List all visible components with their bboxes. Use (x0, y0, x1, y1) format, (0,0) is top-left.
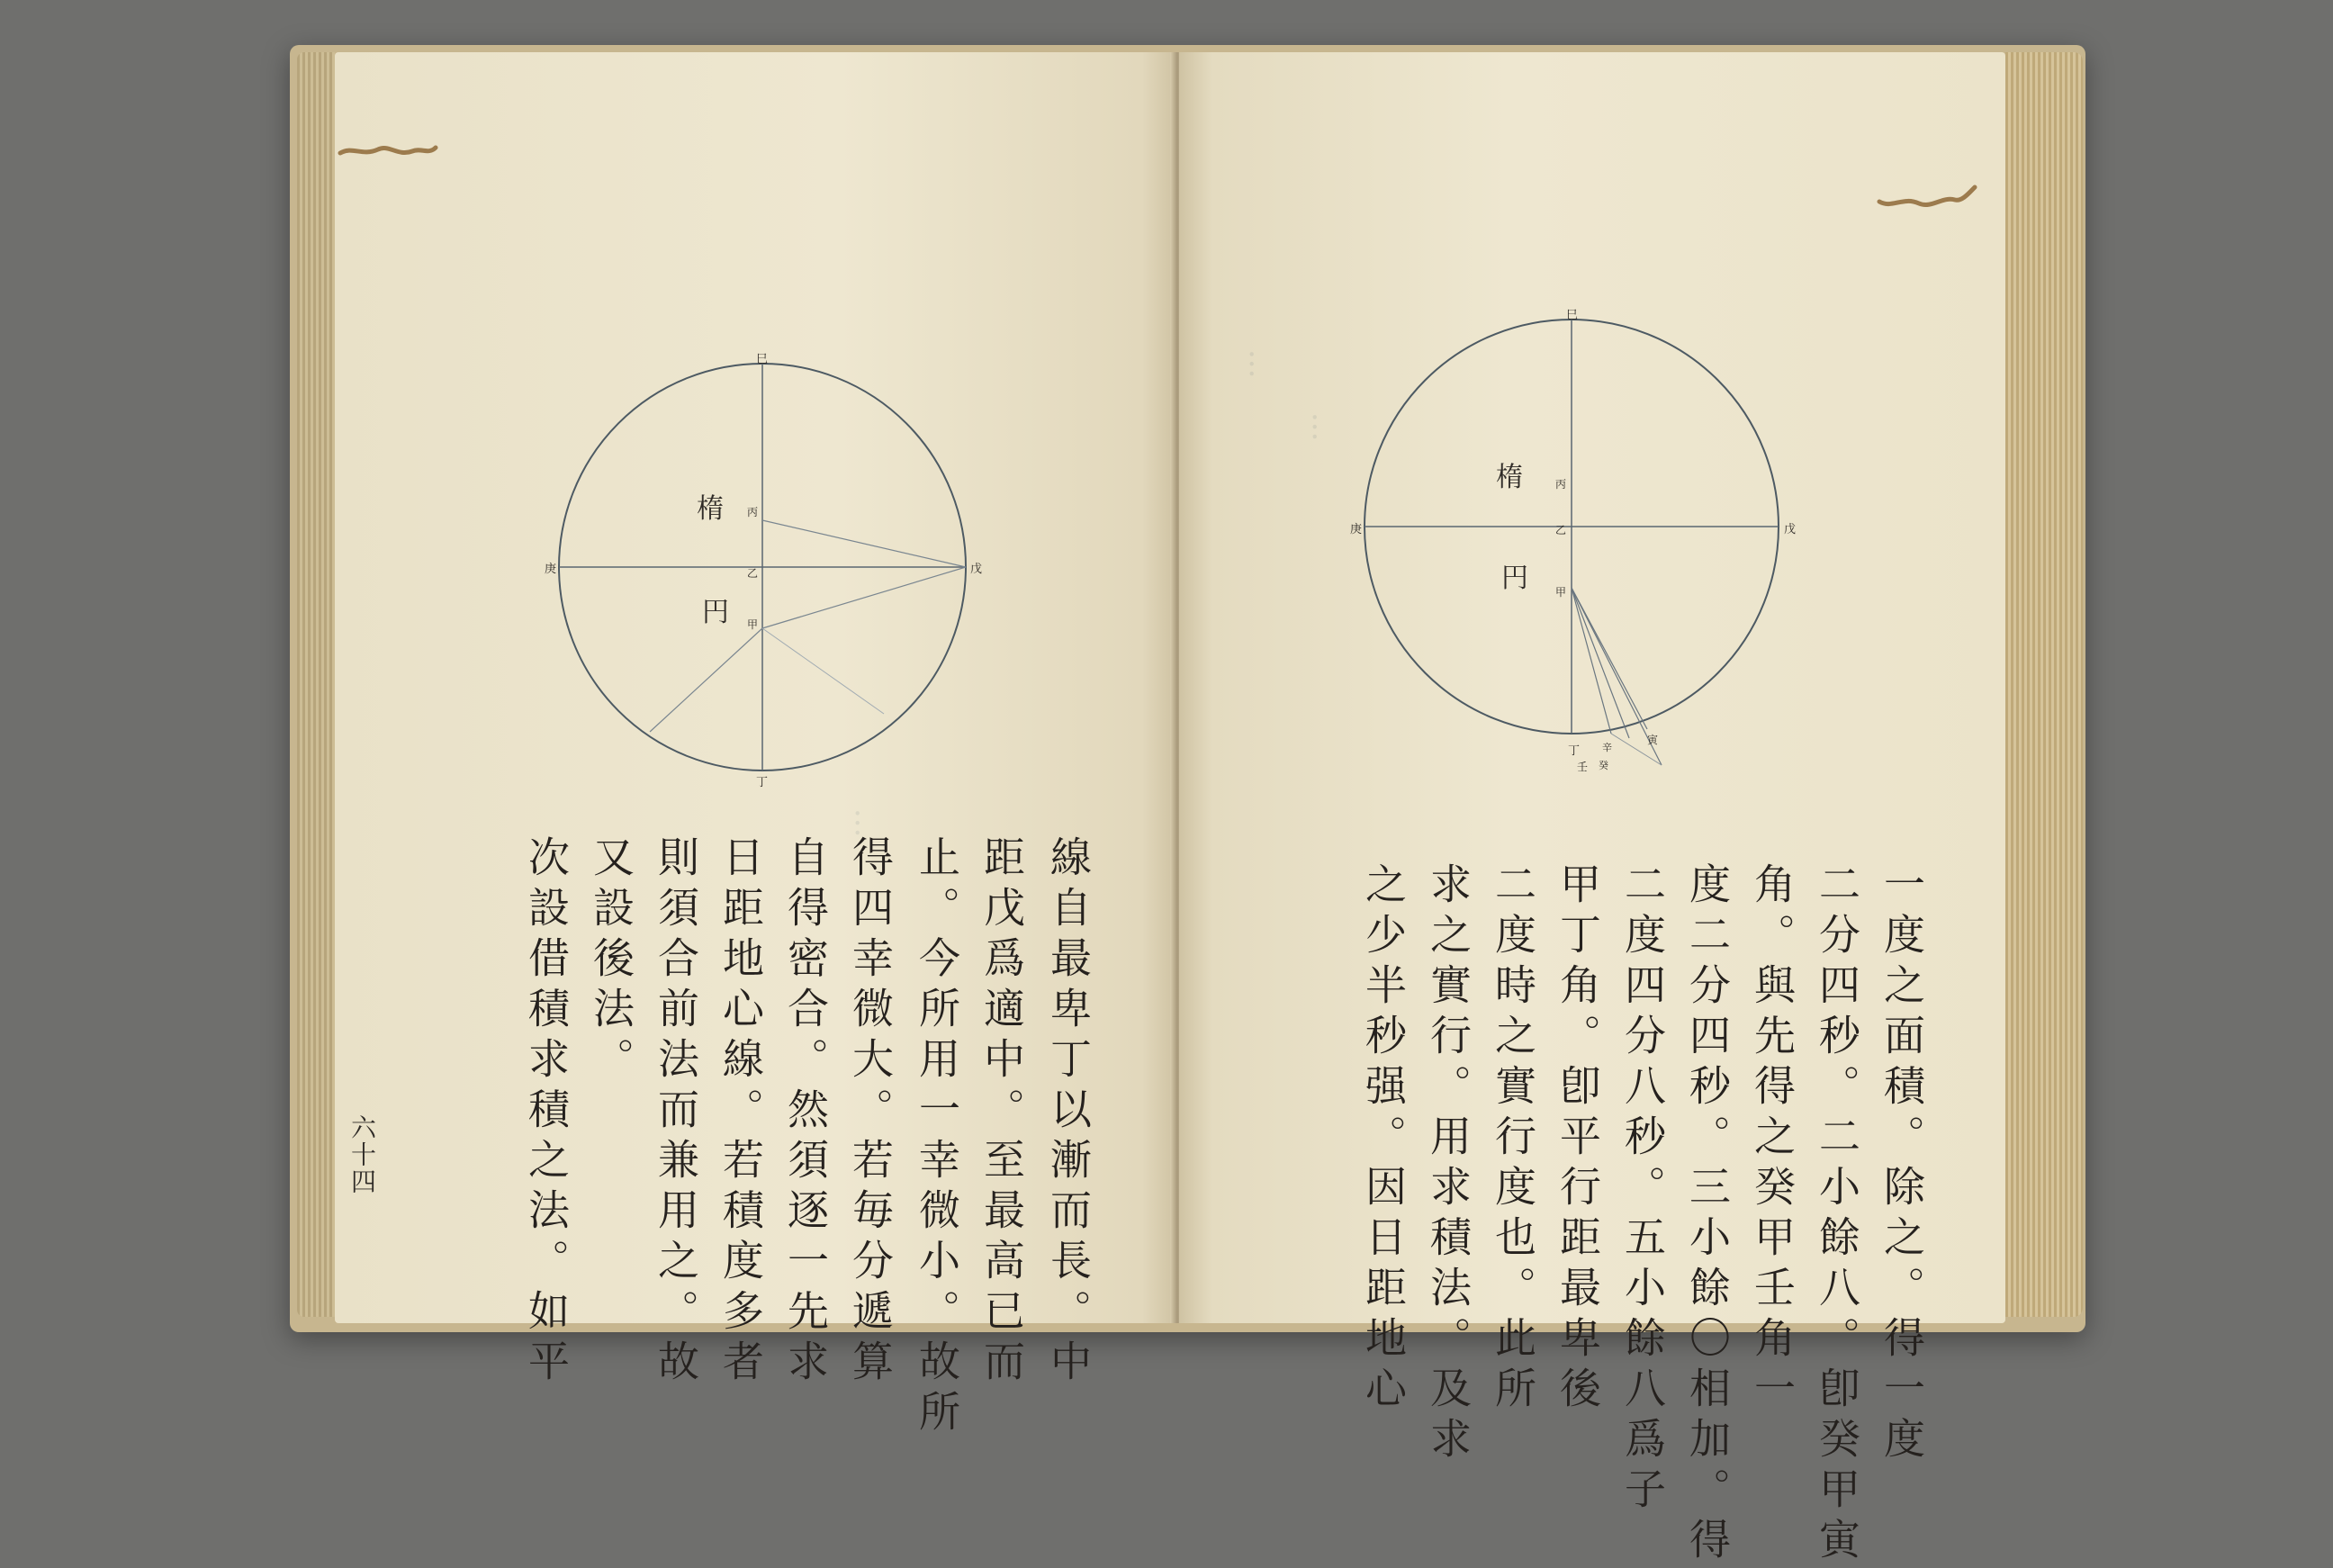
label-bing: 丙 (1555, 478, 1567, 491)
focal-line-lower (762, 567, 966, 628)
focal-line-left (650, 628, 762, 732)
label-yi: 乙 (747, 567, 759, 580)
text-column-7: 二度時之實行度也。此所 (1489, 862, 1537, 1417)
label-jia: 甲 (1555, 586, 1567, 599)
text-column-8: 求之實行。用求積法。及求 (1424, 862, 1473, 1467)
caption-top: 楕 (1496, 462, 1523, 493)
text-column-4: 得四幸微大。若毎分遞算 (846, 835, 895, 1390)
label-top: 巳 (756, 353, 769, 366)
caption-bottom: 円 (702, 597, 729, 628)
book-edge-left (297, 52, 335, 1317)
label-bing: 丙 (747, 506, 759, 518)
text-column-1: 線自最卑丁以漸而長。中 (1044, 835, 1093, 1390)
show-through-text: ··· (839, 808, 875, 838)
show-through-text: ··· (1296, 412, 1332, 442)
label-ren: 壬 (1577, 761, 1589, 773)
caption-bottom: 円 (1501, 563, 1528, 594)
text-column-3: 角。與先得之癸甲壬角一 (1748, 862, 1797, 1417)
text-column-6: 日距地心線。若積度多者 (716, 835, 765, 1390)
text-column-3: 止。今所用一幸微小。故所 (913, 835, 961, 1440)
label-yi: 乙 (1555, 524, 1567, 536)
text-column-4: 度二分四秒。三小餘〇相加。得 (1683, 862, 1732, 1568)
label-left: 庚 (1350, 523, 1363, 536)
text-column-7: 則須合前法而兼用之。故 (652, 835, 700, 1390)
label-right: 戊 (970, 563, 983, 576)
book-edge-right (2005, 52, 2083, 1317)
page-number: 六十四 (347, 1114, 377, 1195)
focal-line-faint (762, 628, 884, 714)
text-column-8: 又設後法。 (587, 835, 635, 1087)
label-left: 庚 (545, 563, 557, 576)
text-column-5: 二度四分八秒。五小餘八爲子 (1618, 862, 1667, 1518)
label-bottom: 丁 (756, 776, 769, 789)
label-bottom: 丁 (1568, 744, 1581, 758)
focal-line-2 (1572, 588, 1629, 738)
label-top: 巳 (1566, 309, 1579, 322)
text-column-6: 甲丁角。卽平行距最卑後 (1554, 862, 1602, 1417)
text-column-2: 二分四秒。二小餘八。卽癸甲寅 (1813, 862, 1861, 1568)
label-jia: 甲 (747, 618, 759, 631)
text-column-5: 自得密合。然須逐一先求 (781, 835, 830, 1390)
ellipse-diagram (335, 52, 1176, 835)
ellipse-diagram (1179, 52, 2005, 835)
label-gui: 癸 (1599, 760, 1608, 771)
label-yin: 寅 (1647, 734, 1659, 746)
caption-top: 楕 (697, 493, 724, 525)
show-through-text: ··· (1233, 349, 1269, 379)
text-column-9: 之少半秒强。因日距地心 (1359, 862, 1408, 1417)
label-right: 戊 (1784, 523, 1797, 536)
right-page (1179, 52, 2005, 1568)
left-page (335, 52, 1176, 1440)
text-column-2: 距戊爲適中。至最高已而 (977, 835, 1026, 1390)
text-column-9: 次設借積求積之法。如平 (522, 835, 571, 1390)
focal-line-upper (762, 520, 966, 567)
focal-line-1 (1572, 588, 1611, 734)
text-column-1: 一度之面積。除之。得一度 (1878, 862, 1926, 1467)
label-xin: 辛 (1602, 742, 1612, 753)
